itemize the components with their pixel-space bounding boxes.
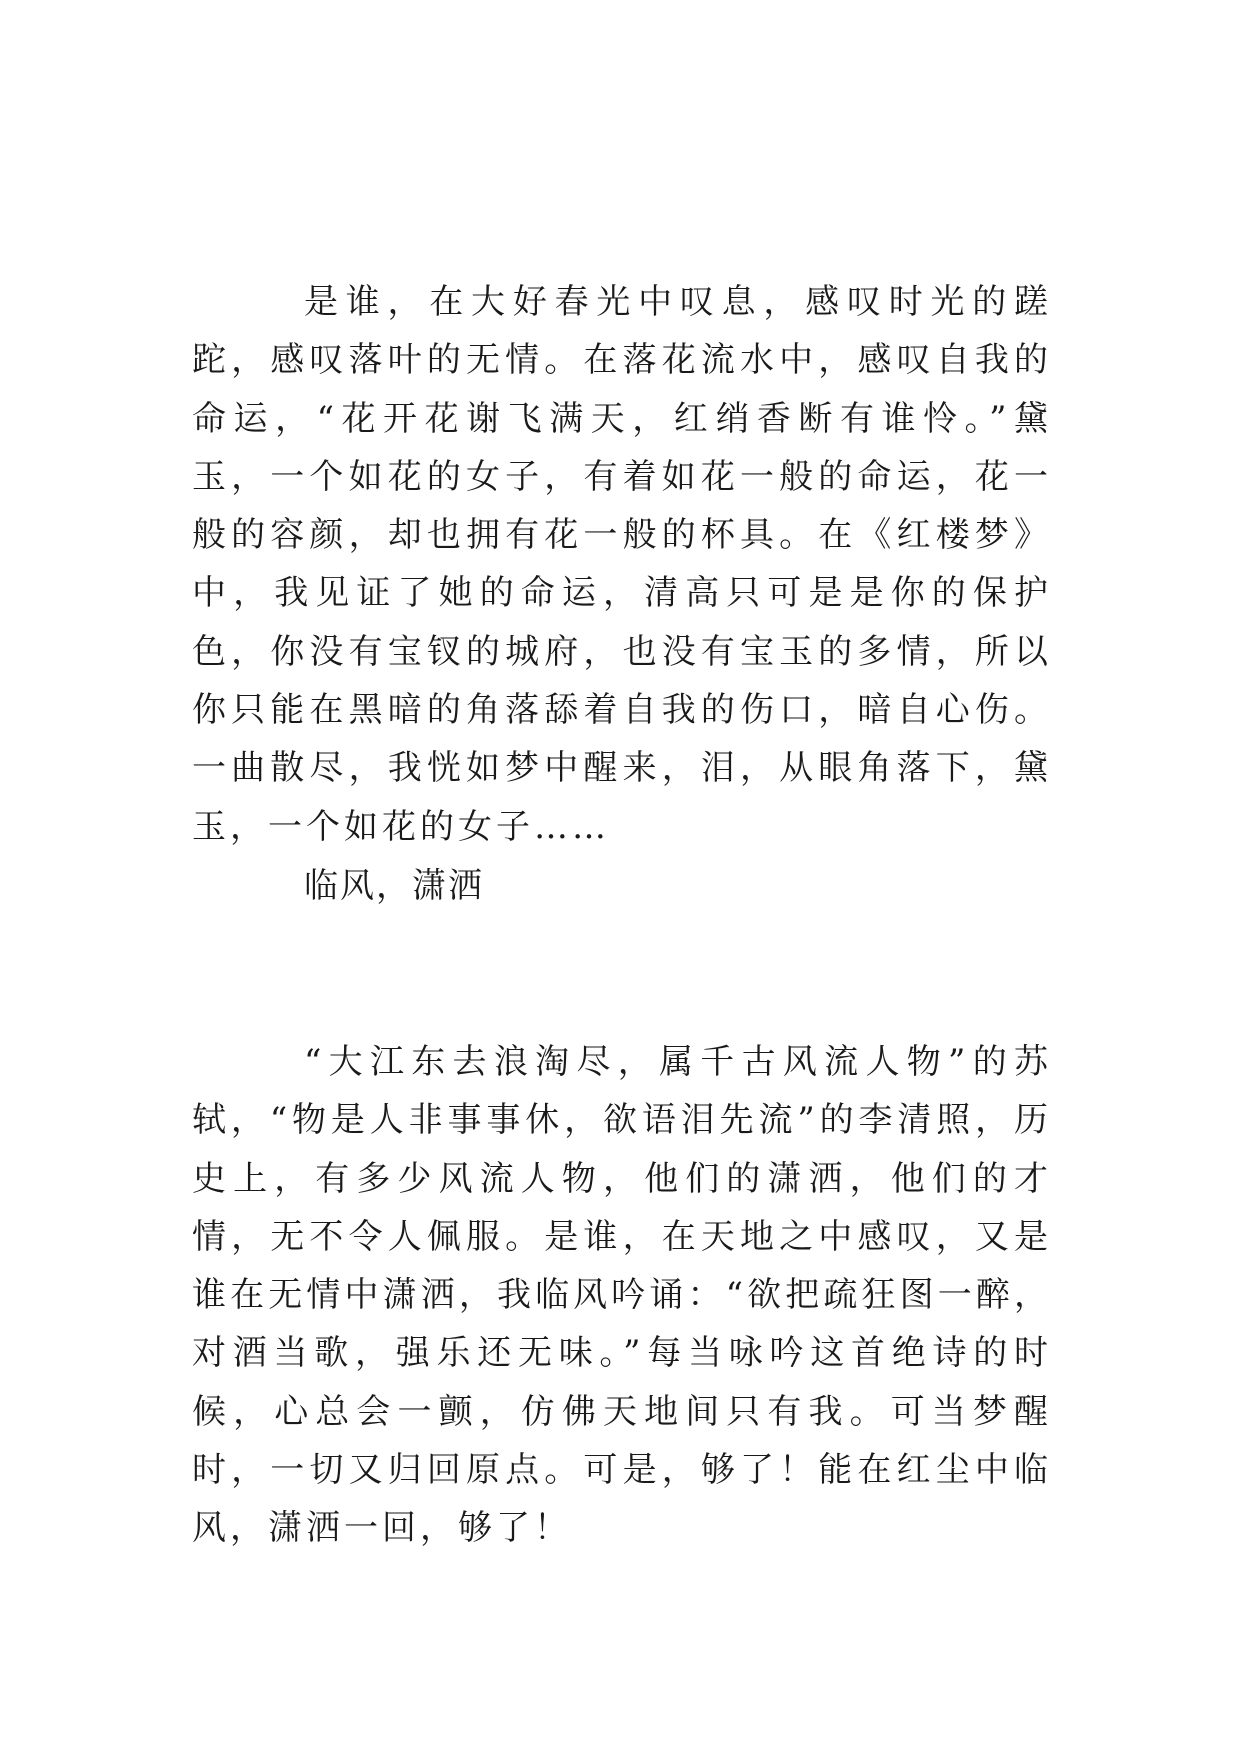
section-heading: 临风，潇洒 bbox=[304, 866, 484, 906]
paragraph-linfeng: “大江东去浪淘尽，属千古风流人物”的苏轼，“物是人非事事休，欲语泪先流”的李清照，历史上，有多少风流人物，他们的潇洒，他们的才情，无不令人佩服。是谁，在天地之中感叹，又是谁在无情中潇洒，我临风吟诵：“欲把疏狂图一醉，对酒当歌，强乐还无味。”每当咏吟这首绝诗的时候，心总会一颤，仿佛天地间只有我。可当梦醒时，一切又归回原点。可是，够了！能在红尘中临风，潇洒一回，够了！ bbox=[192, 1042, 1052, 1549]
paragraph-daiyu: 是谁，在大好春光中叹息，感叹时光的蹉跎，感叹落叶的无情。在落花流水中，感叹自我的命运，“花开花谢飞满天，红绡香断有谁怜。”黛玉，一个如花的女子，有着如花一般的命运，花一般的容颜，却也拥有花一般的杯具。在《红楼梦》中，我见证了她的命运，清高只可是是你的保护色，你没有宝钗的城府，也没有宝玉的多情，所以你只能在黑暗的角落舔着自我的伤口，暗自心伤。一曲散尽，我恍如梦中醒来，泪，从眼角落下，黛玉，一个如花的女子…… bbox=[192, 282, 1052, 847]
